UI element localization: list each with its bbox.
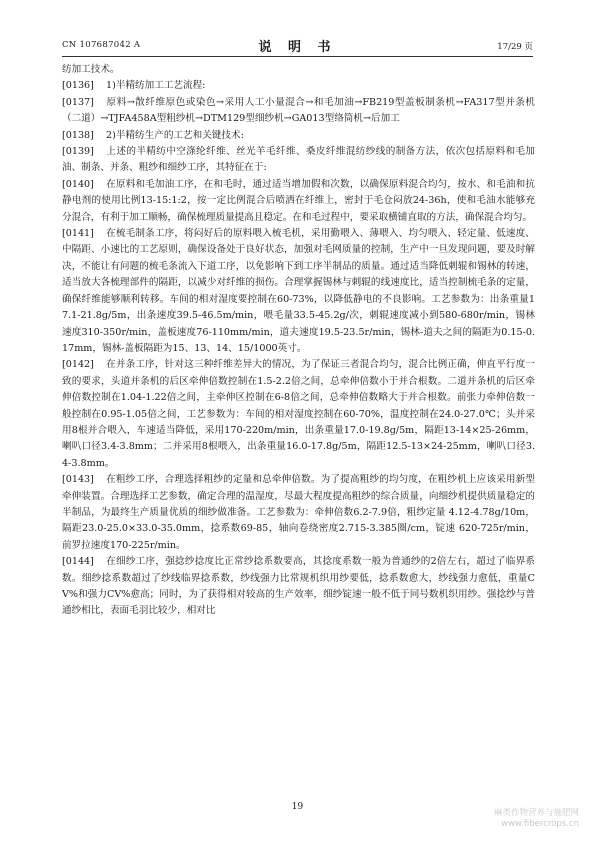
paragraph-number: [0137]: [62, 96, 94, 108]
paragraph-number: [0141]: [62, 228, 94, 240]
paragraph-number: [0138]: [62, 129, 94, 141]
paragraph-0142: [62, 357, 535, 472]
paragraph-0137: [62, 95, 535, 128]
paragraph-text: 上述的半精纺中空涤纶纤维、丝光羊毛纤维、桑皮纤维混纺纱线的制备方法，依次包括原料和毛加油、制条、并条、粗纱和细纱工序，其特征在于:: [62, 146, 535, 174]
paragraph-text: 在并条工序，针对这三种纤维差异大的情况，为了保证三者混合均匀，混合比例正确，伸直平行度一致的要求，头道并条机的后区牵伸倍数控制在1.5-2.2倍之间，总牵伸倍数小于并合根数。二道并条机的后区牵伸倍数控制在1.04-1.22倍之间，主牵伸区控制在6-8倍之间，总牵伸倍数略大于并合根数。前张力牵伸倍数一般控制在0.95-1.05倍之间，工艺参数为：车间的相对湿度控制在60-70%，温度控制在24.0-27.0℃；头并采用8根并合喂入，车速适当降低，采用170-220m/min，出条重量17.0-19.8g/5m，隔距13-14×25-26mm，喇叭口径3.4-3.8mm；二并采用8根喂入，出条重量16.0-17.8g/5m，隔距12.5-13×24-25mm，喇叭口径3.4-3.8mm。: [62, 359, 535, 469]
paragraph-continuation: [62, 62, 535, 78]
paragraph-number: [0143]: [62, 474, 94, 486]
paragraph-0139: [62, 144, 535, 177]
paragraph-text: 在原料和毛加油工序，在和毛时，通过适当增加假和次数，以确保原料混合均匀，按水、和毛油和抗静电剂的使用比例13-15:1:2，按一定比例混合后喷洒在纤维上，密封于毛仓闷放24-36h，使和毛油水能够充分混合，有利于加工顺畅，确保梳理质量提高且稳定。在和毛过程中，要采取横铺直取的方法，确保混合均匀。: [62, 178, 535, 223]
paragraph-text: 1)半精纺加工工艺流程:: [106, 80, 206, 92]
paragraph-number: [0144]: [62, 556, 94, 568]
paragraph-text: 2)半精纺生产的工艺和关键技术:: [106, 129, 244, 141]
body-text: [62, 62, 535, 620]
page-info: 17/29 页: [497, 42, 533, 52]
paragraph-text: 纺加工技术。: [62, 64, 120, 75]
watermark-line-1: 麻类作物营养与施肥网: [493, 808, 579, 818]
paragraph-0138: [62, 128, 535, 144]
publication-number: CN 107687042 A: [62, 40, 141, 50]
watermark-line-2: www.fibercrops.cn: [501, 819, 579, 829]
paragraph-text: 在细纱工序，强捻纱捻度比正常纱捻系数要高，其捻度系数一般为普通纱的2倍左右，超过了临界系数。细纱捻系数超过了纱线临界捻系数，纱线强力比常规机织用纱要低，捻系数愈大，纱线强力愈低，重量CV%和强力CV%愈高；同时，为了获得相对较高的生产效率，细纱锭速一般不低于同号数机织用纱。强捻纱与普通纱相比，表面毛羽比较少，相对比: [62, 556, 535, 617]
paragraph-0143: [62, 472, 535, 554]
document-title: 说 明 书: [258, 40, 337, 55]
paragraph-0140: [62, 177, 535, 226]
page-header: [62, 36, 533, 57]
paragraph-0144: [62, 554, 535, 620]
paragraph-text: 在粗纱工序，合理选择粗纱的定量和总牵伸倍数。为了提高粗纱的均匀度，在粗纱机上应该采用新型牵伸装置。合理选择工艺参数，确定合理的温湿度，尽最大程度提高粗纱的综合质量，向细纱机提供质量稳定的半制品，为最终生产质量优质的细纱做准备。工艺参数为：牵伸倍数6.2-7.9倍，粗纱定量 4.12-4.78g/10m，隔距23.0-25.0×33.0-35.0mm，捻系数69-85，轴向卷绕密度2.715-3.385圈/cm，锭速 620-725r/min，前罗拉速度170-225r/min。: [62, 474, 535, 551]
paragraph-0136: [62, 78, 535, 94]
paragraph-number: [0139]: [62, 146, 94, 158]
paragraph-number: [0136]: [62, 80, 94, 92]
paragraph-text: 原料→散纤维原色或染色→采用人工小量混合→和毛加油→FB219型盖板制条机→FA317型并条机（二道）→TJFA458A型粗纱机→DTM129型细纱机→GA013型络筒机→后加工: [62, 96, 535, 125]
page-number: 19: [291, 802, 304, 812]
paragraph-number: [0140]: [62, 178, 94, 190]
paragraph-number: [0142]: [62, 359, 94, 371]
watermark: [494, 808, 579, 830]
paragraph-text: 在梳毛制条工序，将闷好后的原料喂入梳毛机，采用勤喂入、薄喂入、均匀喂入、轻定量、低速度、中隔距、小速比的工艺原则，确保设备处于良好状态，加强对毛网质量的控制，生产中一旦发现问题，要及时解决，不能让有问题的梳毛条流入下道工序，以免影响下到工序半制品的质量。通过适当降低刺辊和锡林的转速，适当放大各梳理部件的隔距，以减少对纤维的损伤。合理掌握锡林与刺辊的线速度比，适当控制梳毛条的定量，确保纤维能够顺利转移。车间的相对湿度要控制在60-73%，以降低静电的不良影响。工艺参数为：出条重量17.1-21.8g/5m，出条速度39.5-46.5m/min，喂毛量33.5-45.2g/次，刺辊速度减小到580-680r/min，锡林速度310-350r/min，盖板速度76-110mm/min，道夫速度19.5-23.5r/min，锡林-道夫之间的隔距为0.15-0.17mm，锡林-盖板隔距为15、13、14、15/1000英寸。: [62, 228, 535, 354]
paragraph-0141: [62, 226, 535, 357]
